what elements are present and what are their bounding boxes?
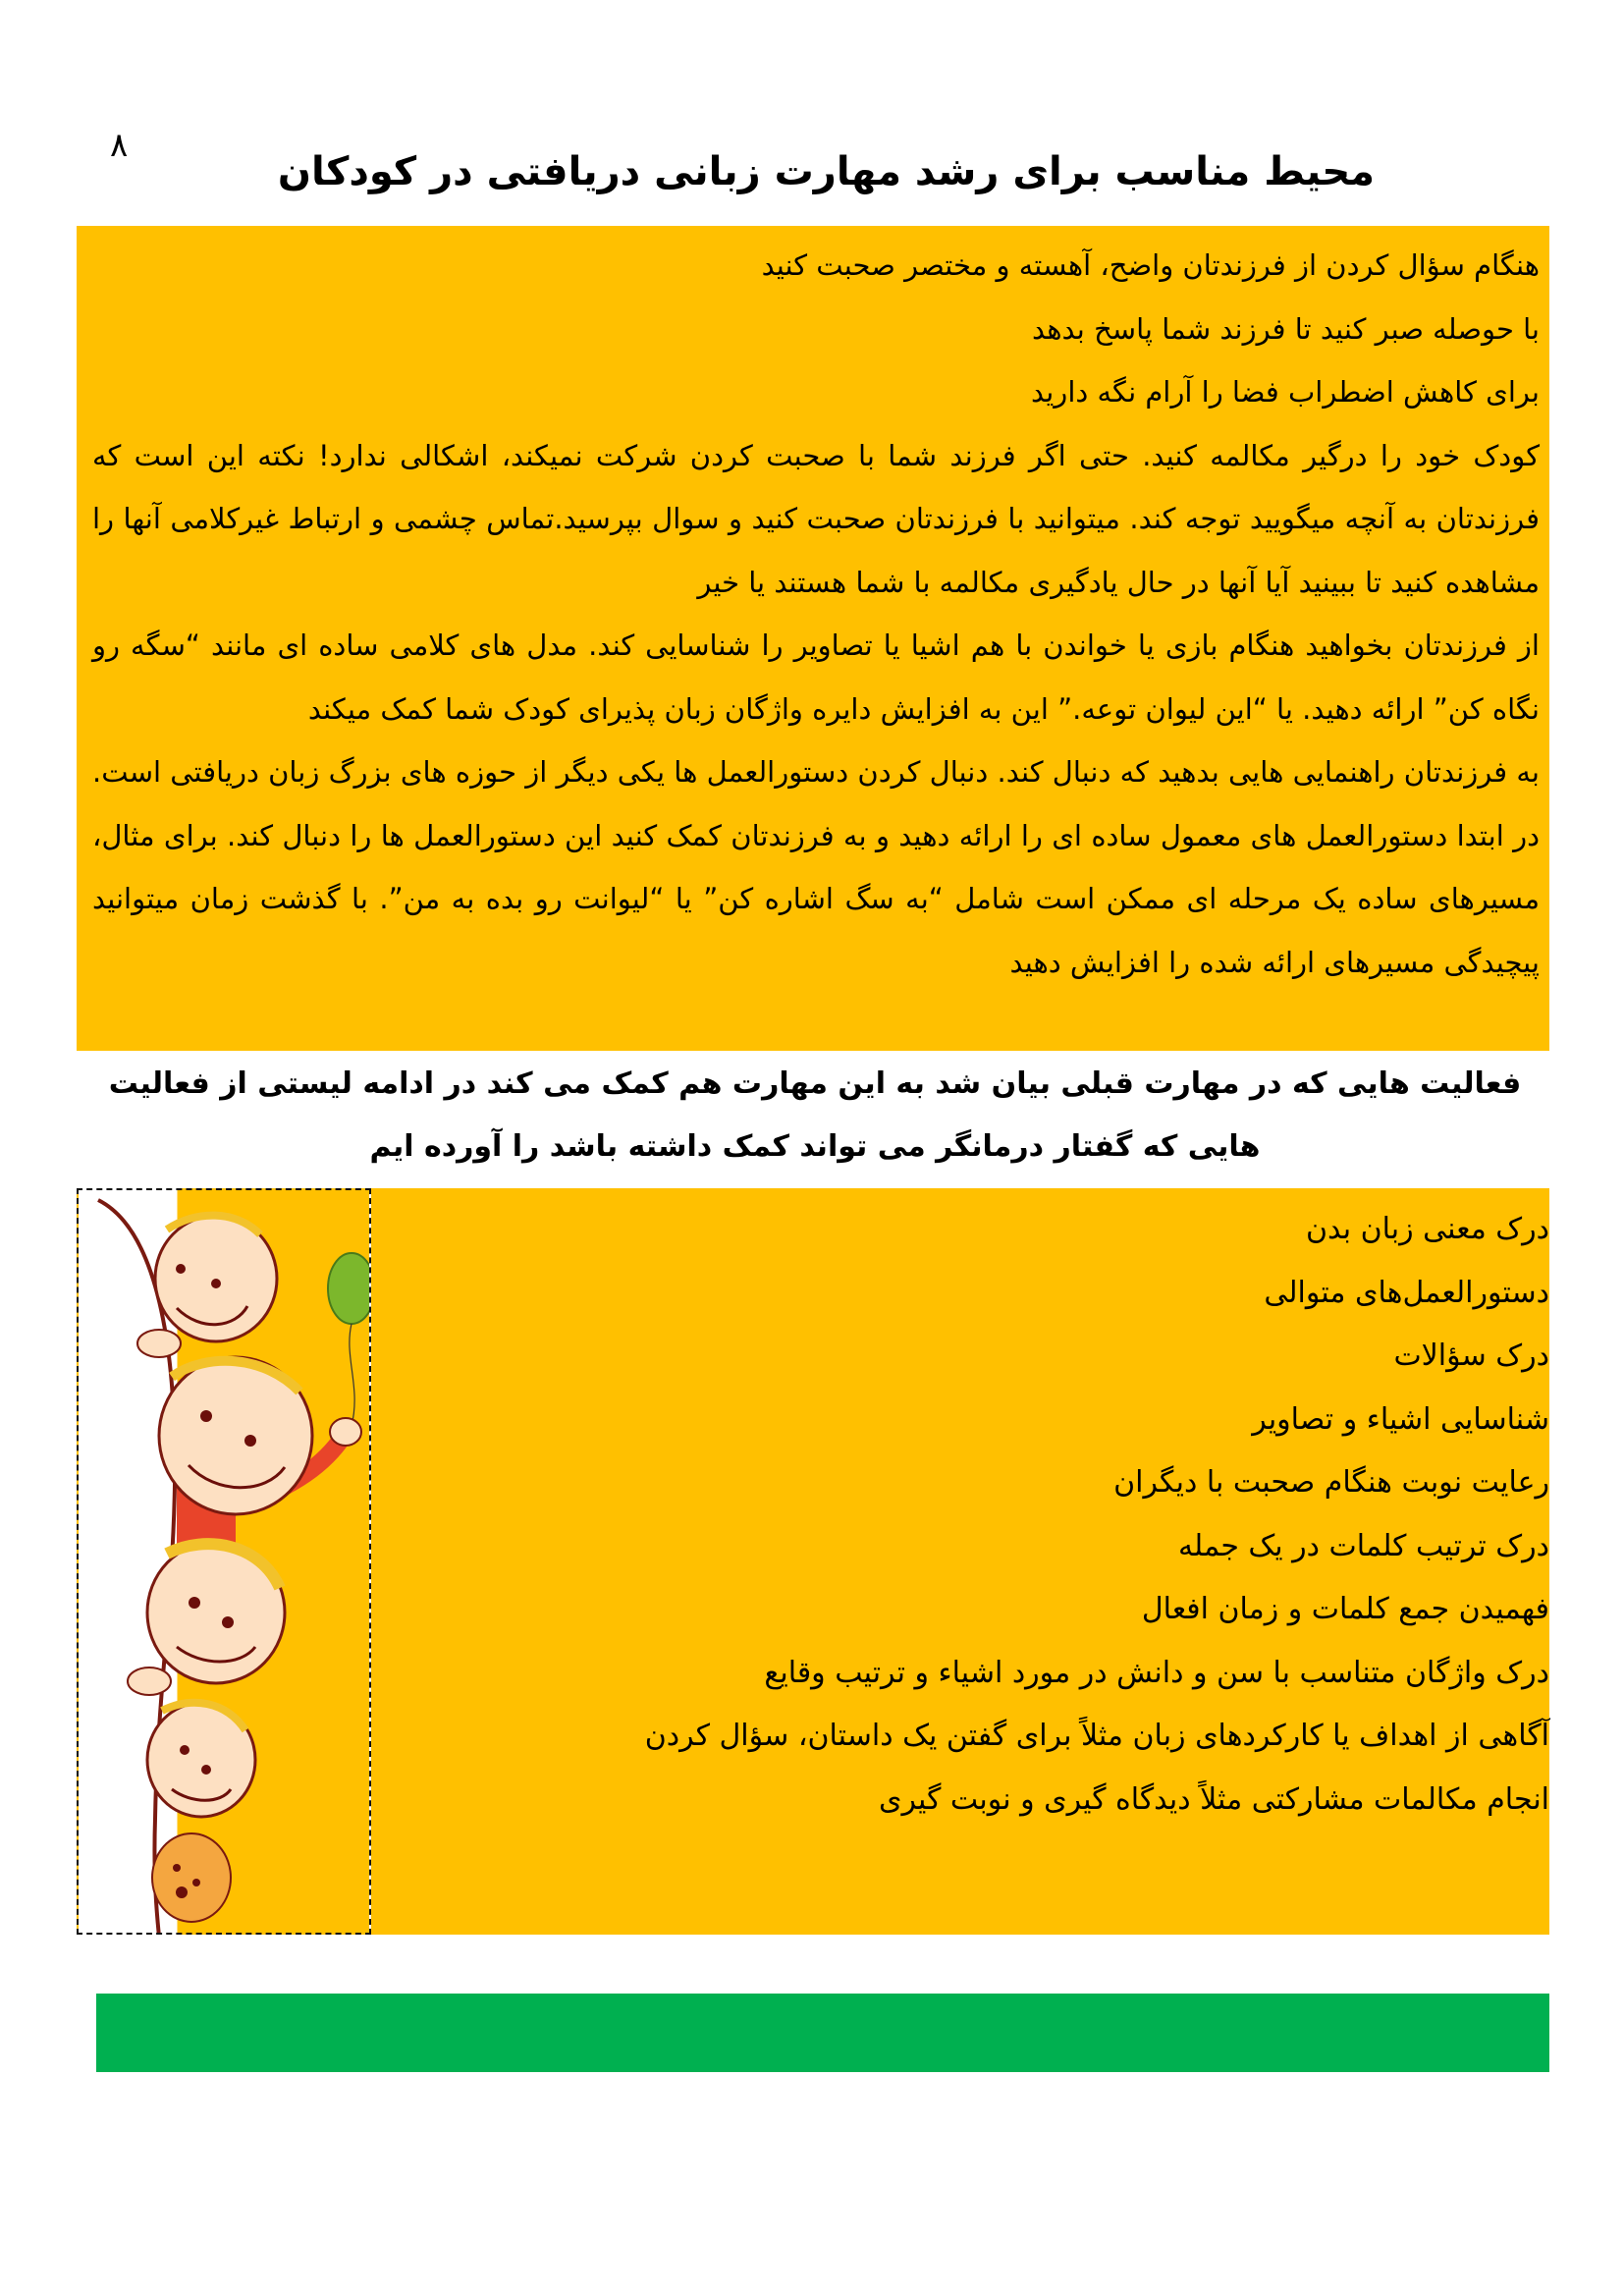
- page-number: ۸: [110, 126, 129, 165]
- activity-item: درک واژگان متناسب با سن و دانش در مورد اشیاء و ترتیب وقایع: [764, 1655, 1549, 1690]
- activity-item: فهمیدن جمع کلمات و زمان افعال: [1141, 1592, 1549, 1626]
- tip-item: از فرزندتان بخواهید هنگام بازی یا خواندن با هم اشیا یا تصاویر را شناسایی کند. مدل های کلامی ساده ای مانند “سگه رو نگاه کن” ارائه دهید. یا “این لیوان توعه.” این به افزایش دایره واژگان زبان پذیرای کودک شما کمک میکند: [92, 629, 1540, 726]
- kid-face-icon: [147, 1703, 255, 1817]
- activity-item: رعایت نوبت هنگام صحبت با دیگران: [1113, 1465, 1549, 1500]
- activities-list: [391, 1198, 1549, 1831]
- activity-item: درک ترتیب کلمات در یک جمله: [1177, 1528, 1549, 1563]
- kid-face-icon: [128, 1542, 285, 1695]
- tip-item: کودک خود را درگیر مکالمه کنید. حتی اگر فرزند شما با صحبت کردن شرکت نمیکند، اشکالی ندارد! نکته این است که فرزندتان به آنچه میگویید توجه کند. میتوانید با فرزندتان صحبت کنید و سوال بپرسید.تماس چشمی و ارتباط غیرکلامی آنها را مشاهده کنید تا ببینید آیا آنها در حال یادگیری مکالمه با شما هستند یا خیر: [92, 438, 1540, 599]
- activity-item: درک سؤالات: [1393, 1339, 1549, 1373]
- activity-item: درک معنی زبان بدن: [1305, 1212, 1549, 1246]
- activity-item: شناسایی اشیاء و تصاویر: [1252, 1401, 1549, 1437]
- activity-item: دستورالعمل‌های متوالی: [1264, 1275, 1549, 1310]
- tip-item: هنگام سؤال کردن از فرزندتان واضح، آهسته و مختصر صحبت کنید: [761, 248, 1540, 282]
- kid-face-icon: [137, 1216, 277, 1357]
- tip-item: برای کاهش اضطراب فضا را آرام نگه دارید: [1031, 375, 1540, 409]
- children-illustration: [79, 1190, 371, 1935]
- tip-item: به فرزندتان راهنمایی هایی بدهید که دنبال کند. دنبال کردن دستورالعمل ها یکی دیگر از حوزه های بزرگ زبان دریافتی است. در ابتدا دستورالعمل های معمول ساده ای را ارائه دهید و به فرزندتان کمک کنید این دستورالعمل ها را دنبال کند. برای مثال، مسیرهای ساده یک مرحله ای ممکن است شامل “به سگ اشاره کن” یا “لیوانت رو بده به من”. با گذشت زمان میتوانید پیچیدگی مسیرهای ارائه شده را افزایش دهید: [92, 755, 1540, 979]
- tips-box: [77, 226, 1549, 1051]
- footer-bar: [96, 1994, 1549, 2072]
- balloon-icon: [328, 1253, 371, 1324]
- tip-item: با حوصله صبر کنید تا فرزند شما پاسخ بدهد: [1032, 311, 1540, 346]
- activity-item: آگاهی از اهداف یا کارکردهای زبان مثلاً برای گفتن یک داستان، سؤال کردن: [644, 1719, 1549, 1753]
- teddy-bear-icon: [152, 1833, 231, 1922]
- activities-intro: فعالیت هایی که در مهارت قبلی بیان شد به این مهارت هم کمک می کند در ادامه لیستی از فعالیت هایی که گفتار درمانگر می تواند کمک داشته باشد را آورده ایم: [108, 1066, 1522, 1164]
- kid-face-icon: [159, 1357, 361, 1554]
- page-title: محیط مناسب برای رشد مهارت زبانی دریافتی در کودکان: [277, 149, 1375, 194]
- children-peeking-icon: [77, 1188, 371, 1935]
- activity-item: انجام مکالمات مشارکتی مثلاً دیدگاه گیری و نوبت گیری: [879, 1781, 1549, 1817]
- activities-box: [77, 1188, 1549, 1935]
